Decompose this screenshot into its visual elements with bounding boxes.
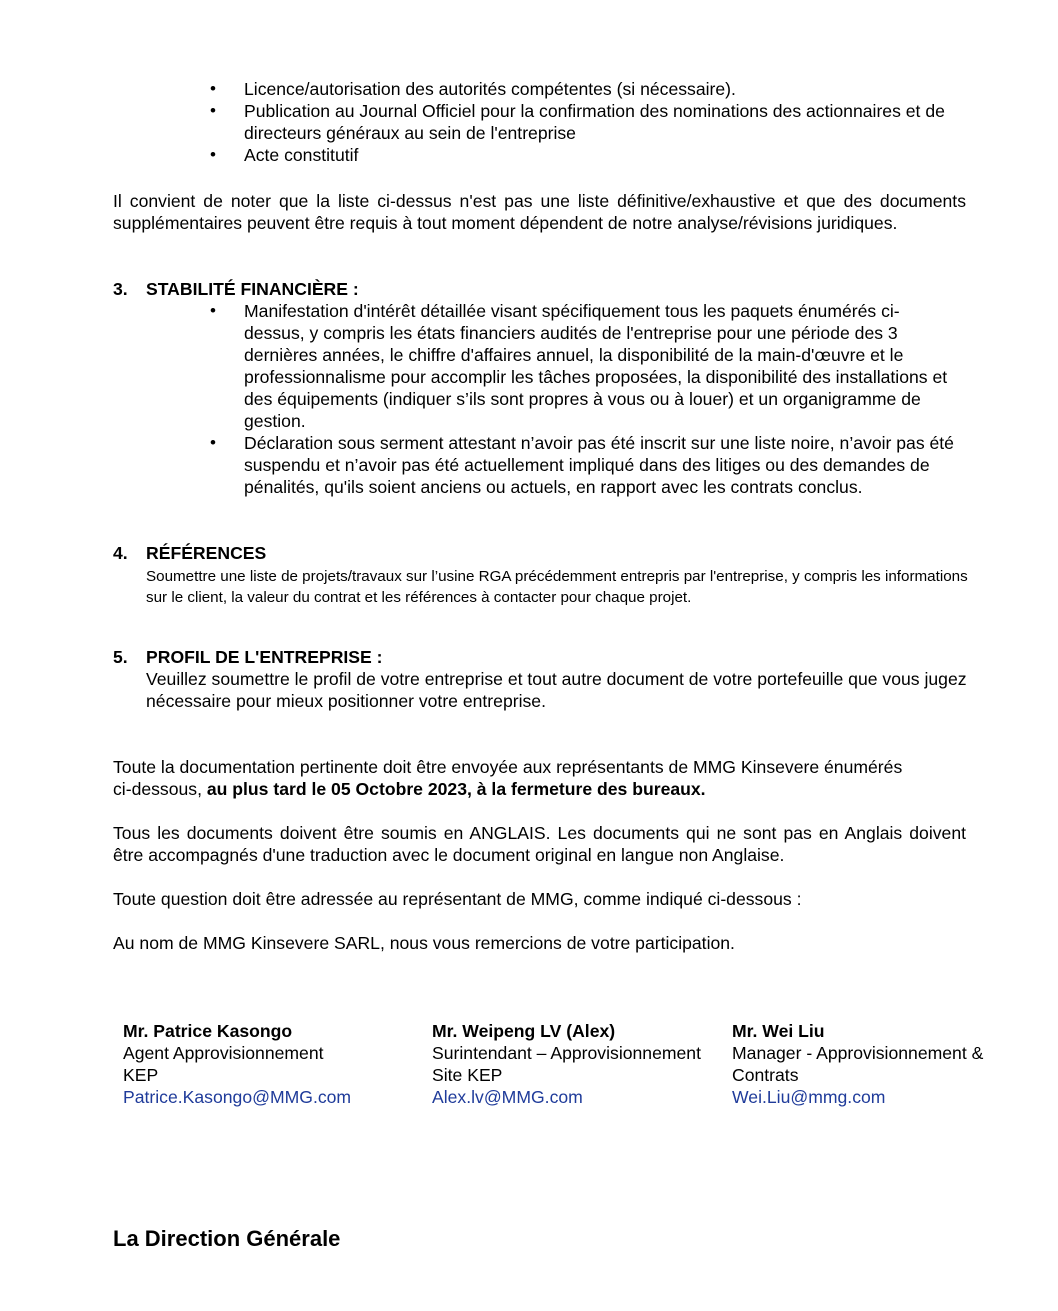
language-paragraph: Tous les documents doivent être soumis en ANGLAIS. Les documents qui ne sont pas en Anglais doivent être accompagnés d'une traduction avec le document original en langue non Anglaise. — [113, 823, 966, 865]
contact-name: Mr. Wei Liu — [732, 1021, 825, 1041]
contact-card — [732, 1020, 1022, 1108]
section-5-heading — [113, 646, 513, 668]
section-title: RÉFÉRENCES — [146, 543, 267, 563]
contact-email-link[interactable]: Alex.lv@MMG.com — [432, 1087, 583, 1107]
deadline-paragraph — [113, 756, 913, 800]
section-number: 4. — [113, 543, 128, 563]
contact-name: Mr. Patrice Kasongo — [123, 1021, 293, 1041]
section-title: PROFIL DE L'ENTREPRISE : — [146, 647, 383, 667]
thanks-paragraph: Au nom de MMG Kinsevere SARL, nous vous remercions de votre participation. — [113, 933, 735, 953]
company-profile-body: Veuillez soumettre le profil de votre entreprise et tout autre document de votre portefeuille que vous jugez nécessaire pour mieux positionner votre entreprise. — [146, 669, 967, 711]
section-4-heading — [113, 542, 513, 564]
contact-name: Mr. Weipeng LV (Alex) — [432, 1021, 616, 1041]
signature-title: La Direction Générale — [113, 1226, 341, 1251]
contact-site: Site KEP — [432, 1065, 503, 1085]
requirements-bullet-list — [210, 78, 968, 166]
deadline-text: Toute la documentation pertinente doit être envoyée aux représentants de MMG Kinsevere énumérés ci-dessous, — [113, 757, 903, 799]
list-item: • Déclaration sous serment attestant n’avoir pas été inscrit sur une liste noire, n’avoir pas été suspendu et n’avoir pas été actuellement impliqué dans des litiges ou des demandes de pénalités, qu'ils soient anciens ou actuels, en rapport avec les contrats conclus. — [210, 432, 960, 498]
list-item: • Manifestation d'intérêt détaillée visant spécifiquement tous les paquets énumérés ci-dessus, y compris les états financiers audités de l'entreprise pour une période des 3 dernières années, le chiffre d'affaires annuel, la disponibilité de la main-d'œuvre et le professionnalisme pour accomplir les tâches proposées, la disponibilité des installations et des équipements (indiquer s’ils sont propres à vous ou à louer) et un organigramme de gestion. — [210, 300, 960, 432]
section-number: 5. — [113, 647, 128, 667]
contact-role: Manager - Approvisionnement & — [732, 1043, 984, 1063]
list-item: • Publication au Journal Officiel pour la confirmation des nominations des actionnaires et de directeurs généraux au sein de l'entreprise — [210, 100, 968, 144]
contact-card — [123, 1020, 403, 1108]
deadline-date: au plus tard le 05 Octobre 2023, à la fermeture des bureaux. — [206, 779, 706, 799]
financial-stability-list — [210, 300, 960, 498]
section-number: 3. — [113, 279, 128, 299]
note-paragraph: Il convient de noter que la liste ci-dessus n'est pas une liste définitive/exhaustive et que des documents supplémentaires peuvent être requis à tout moment dépendent de notre analyse/révisions juridiques. — [113, 191, 966, 233]
contact-site: Contrats — [732, 1065, 799, 1085]
section-title: STABILITÉ FINANCIÈRE : — [146, 279, 359, 299]
contact-email-link[interactable]: Patrice.Kasongo@MMG.com — [123, 1087, 352, 1107]
contact-role: Agent Approvisionnement — [123, 1043, 324, 1063]
references-body: Soumettre une liste de projets/travaux sur l’usine RGA précédemment entrepris par l'entreprise, y compris les informations sur le client, la valeur du contrat et les références à contacter pour chaque projet. — [146, 568, 968, 606]
contact-site: KEP — [123, 1065, 159, 1085]
list-item: • Acte constitutif — [210, 144, 968, 166]
contact-email-link[interactable]: Wei.Liu@mmg.com — [732, 1087, 886, 1107]
section-3-heading — [113, 278, 513, 300]
contact-card — [432, 1020, 722, 1108]
questions-paragraph: Toute question doit être adressée au représentant de MMG, comme indiqué ci-dessous : — [113, 889, 802, 909]
list-item: • Licence/autorisation des autorités compétentes (si nécessaire). — [210, 78, 968, 100]
contact-role: Surintendant – Approvisionnement — [432, 1043, 701, 1063]
